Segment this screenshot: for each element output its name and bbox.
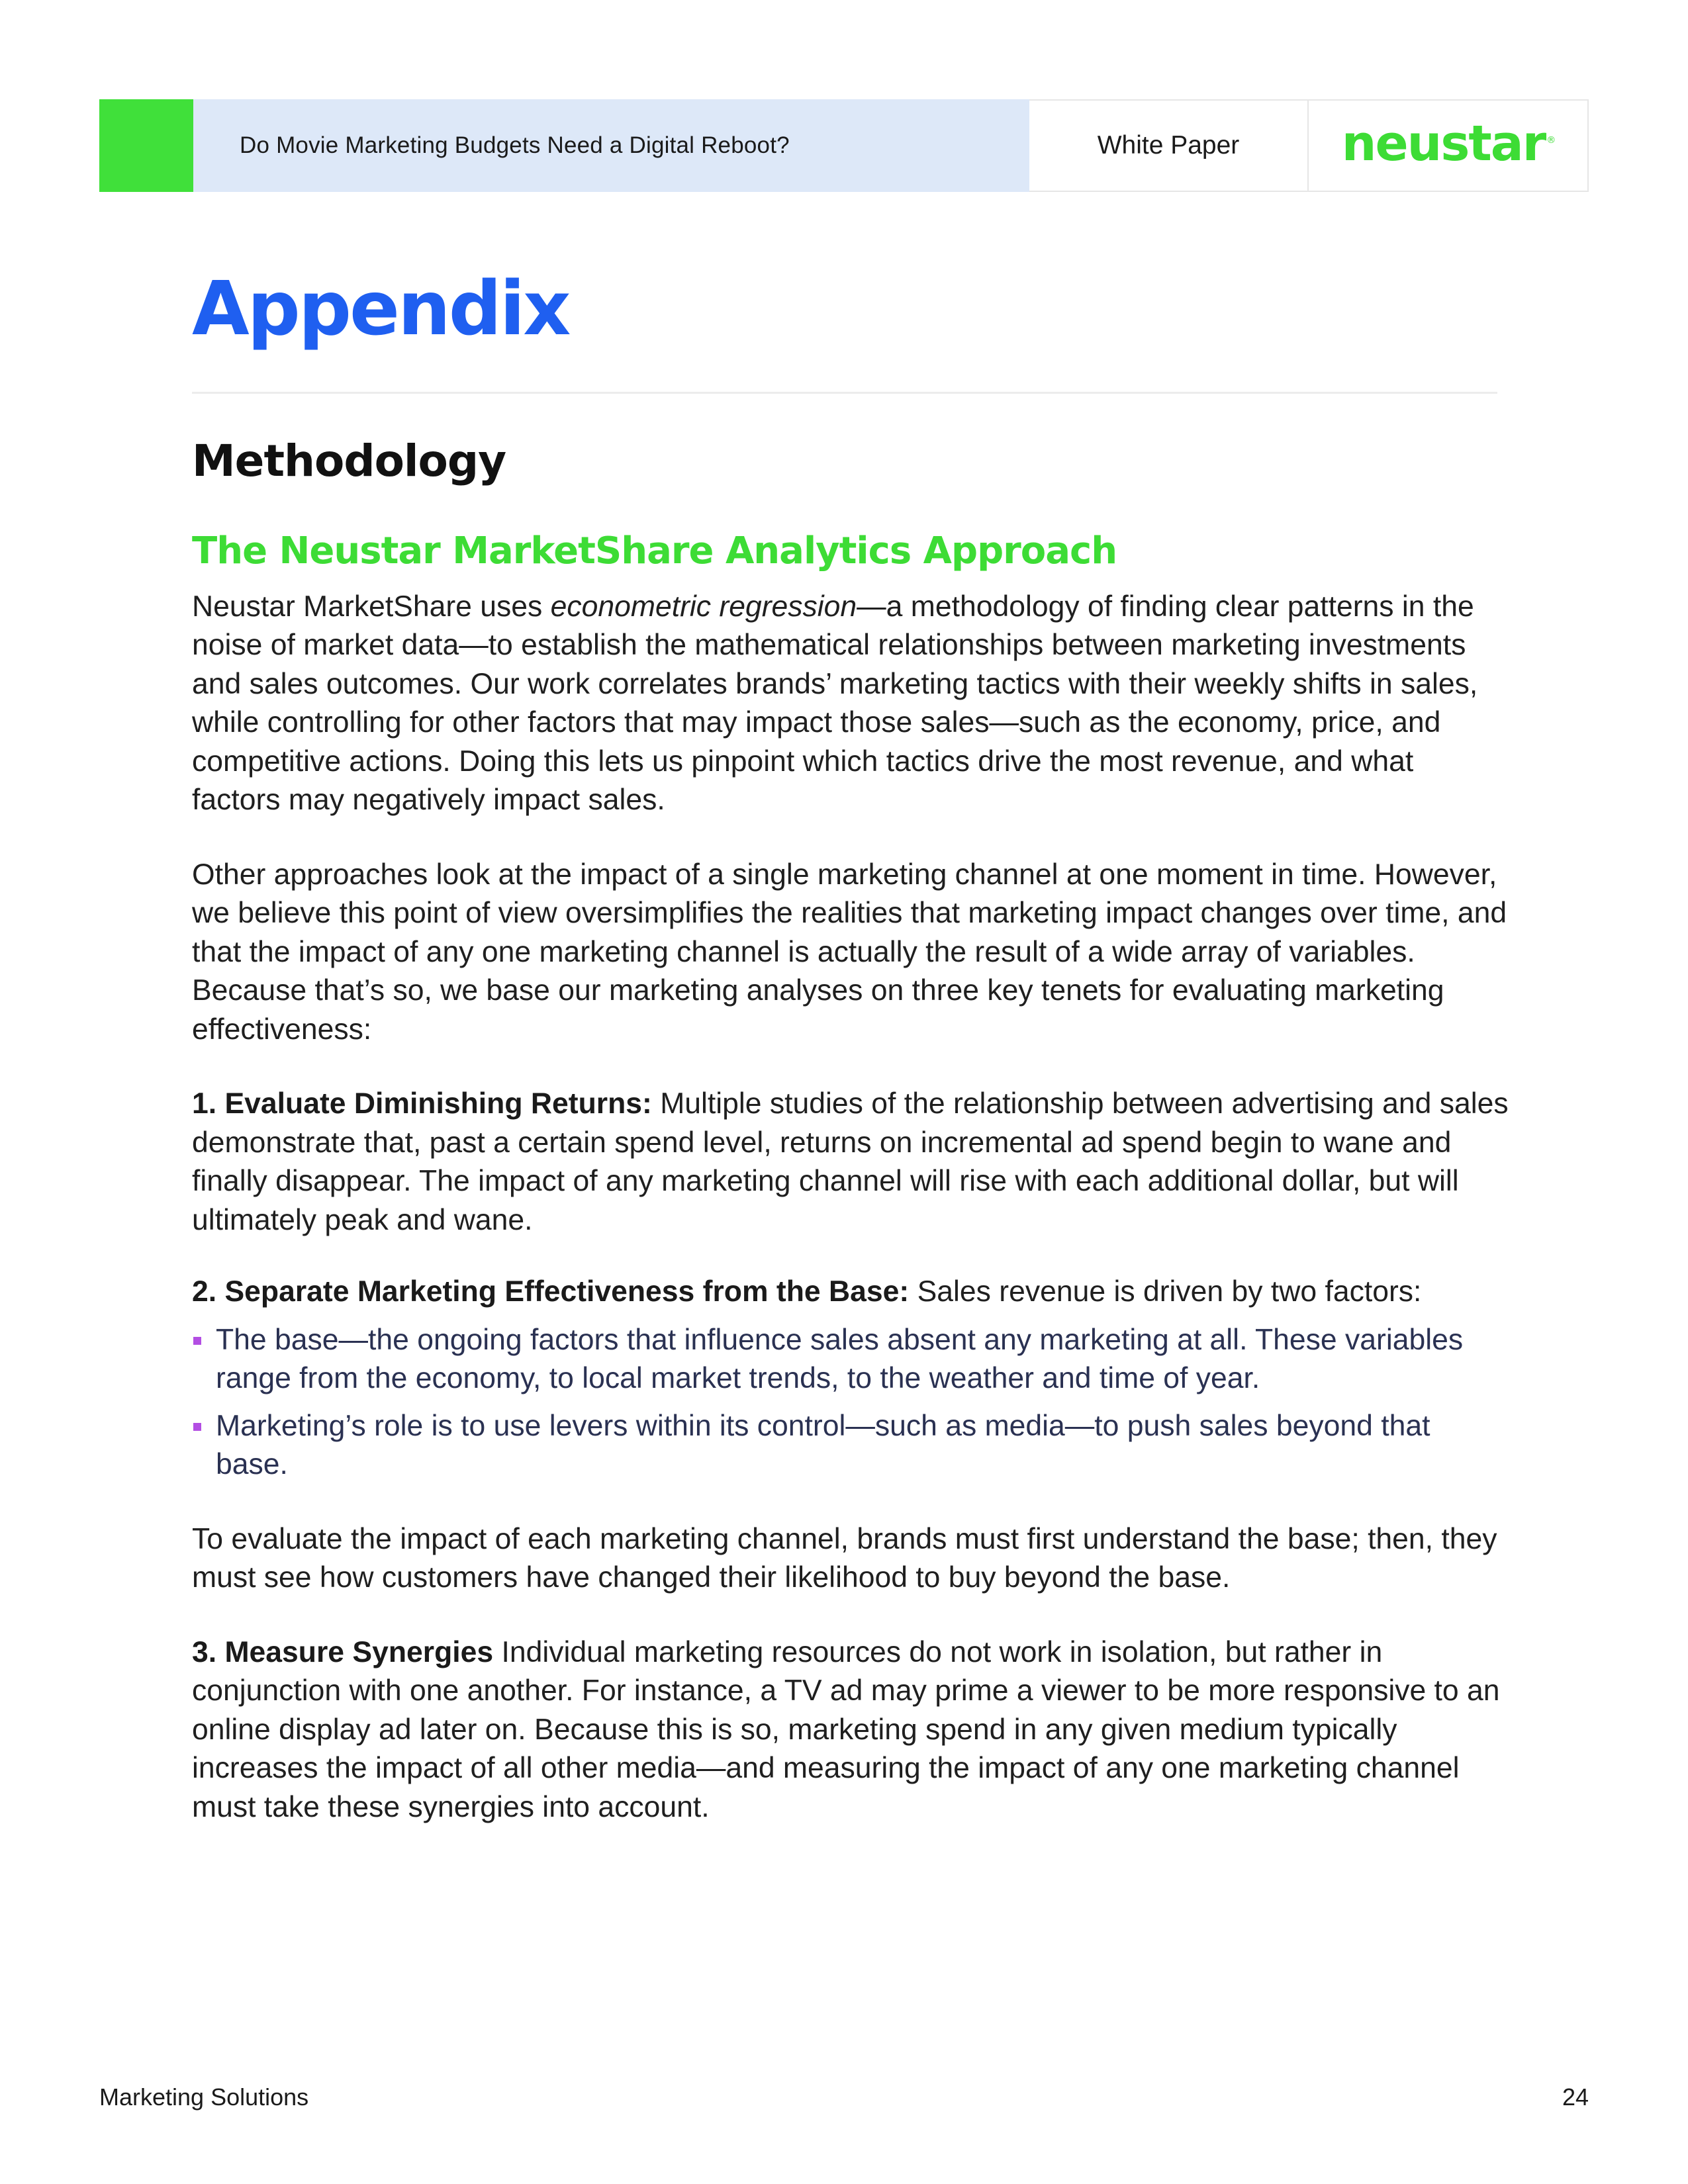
tenet-lead: 2. Separate Marketing Effectiveness from the Base: xyxy=(192,1275,910,1308)
registered-mark: ® xyxy=(1546,135,1555,146)
tenet-measure-synergies xyxy=(192,1633,1509,1827)
list-item-text: The base—the ongoing factors that influence sales absent any marketing at all. These variables range from the economy, to local market trends, to the weather and time of year. xyxy=(216,1323,1464,1395)
tenet-text: Sales revenue is driven by two factors: xyxy=(909,1275,1422,1308)
base-factors-list xyxy=(192,1321,1509,1484)
paragraph-text: —a methodology of finding clear patterns in the noise of market data—to establish the mathematical relationships between marketing investments and sales outcomes. Our work correlates brands’ marketing tactics with their weekly shifts in sales, while controlling for other factors that may impact those sales—such as the economy, price, and competitive actions. Doing this lets us pinpoint which tactics drive the most revenue, and what factors may negatively impact sales. xyxy=(192,590,1478,817)
paragraph-other-approaches: Other approaches look at the impact of a single marketing channel at one moment in time. However, we believe this point of view oversimplifies the realities that marketing impact changes over time, and that the impact of any one marketing channel is actually the result of a wide array of variables. Because that’s so, we base our marketing analyses on three key tenets for evaluating marketing effectiveness: xyxy=(192,858,1507,1046)
document-header xyxy=(99,99,1589,192)
document-title: Do Movie Marketing Budgets Need a Digital Reboot? xyxy=(240,132,790,158)
sub-heading: The Neustar MarketShare Analytics Approach xyxy=(192,529,1117,572)
page-heading: Appendix xyxy=(192,266,569,352)
header-doc-type-cell xyxy=(1029,99,1307,192)
list-item-text: Marketing’s role is to use levers within its control—such as media—to push sales beyond that base. xyxy=(216,1409,1430,1481)
neustar-logo xyxy=(1341,115,1555,172)
paragraph-evaluate-impact: To evaluate the impact of each marketing channel, brands must first understand the base; then, they must see how customers have changed their likelihood to buy beyond the base. xyxy=(192,1522,1497,1594)
header-color-block xyxy=(99,99,193,192)
page-number: 24 xyxy=(1562,2083,1589,2111)
list-item xyxy=(192,1407,1509,1484)
header-title-band xyxy=(193,99,1029,192)
document-type: White Paper xyxy=(1097,131,1240,159)
tenet-text: Individual marketing resources do not work in isolation, but rather in conjunction with one another. For instance, a TV ad may prime a viewer to be more responsive to an online display ad later on. Because this is so, marketing spend in any given medium typically increases the impact of all other media—and measuring the impact of any one marketing channel must take these synergies into account. xyxy=(192,1635,1500,1823)
paragraph-text: Neustar MarketShare uses xyxy=(192,590,551,623)
page-content xyxy=(192,265,1509,1827)
bullet-square-icon xyxy=(193,1337,201,1345)
heading-divider xyxy=(192,392,1497,394)
tenet-lead: 3. Measure Synergies xyxy=(192,1635,494,1668)
paragraph-econometric xyxy=(192,588,1509,820)
header-logo-cell xyxy=(1307,99,1589,192)
list-item xyxy=(192,1321,1509,1398)
tenet-separate-base xyxy=(192,1273,1509,1312)
section-heading: Methodology xyxy=(192,435,506,487)
footer-section-label: Marketing Solutions xyxy=(99,2083,309,2111)
tenet-text: Multiple studies of the relationship between advertising and sales demonstrate that, past a certain spend level, returns on incremental ad spend begin to wane and finally disappear. The impact of any marketing channel will rise with each additional dollar, but will ultimately peak and wane. xyxy=(192,1087,1509,1236)
tenet-diminishing-returns xyxy=(192,1085,1509,1240)
logo-wordmark: neustar xyxy=(1341,115,1546,172)
bullet-square-icon xyxy=(193,1423,201,1431)
italic-term: econometric regression xyxy=(550,590,857,623)
tenet-lead: 1. Evaluate Diminishing Returns: xyxy=(192,1087,652,1120)
